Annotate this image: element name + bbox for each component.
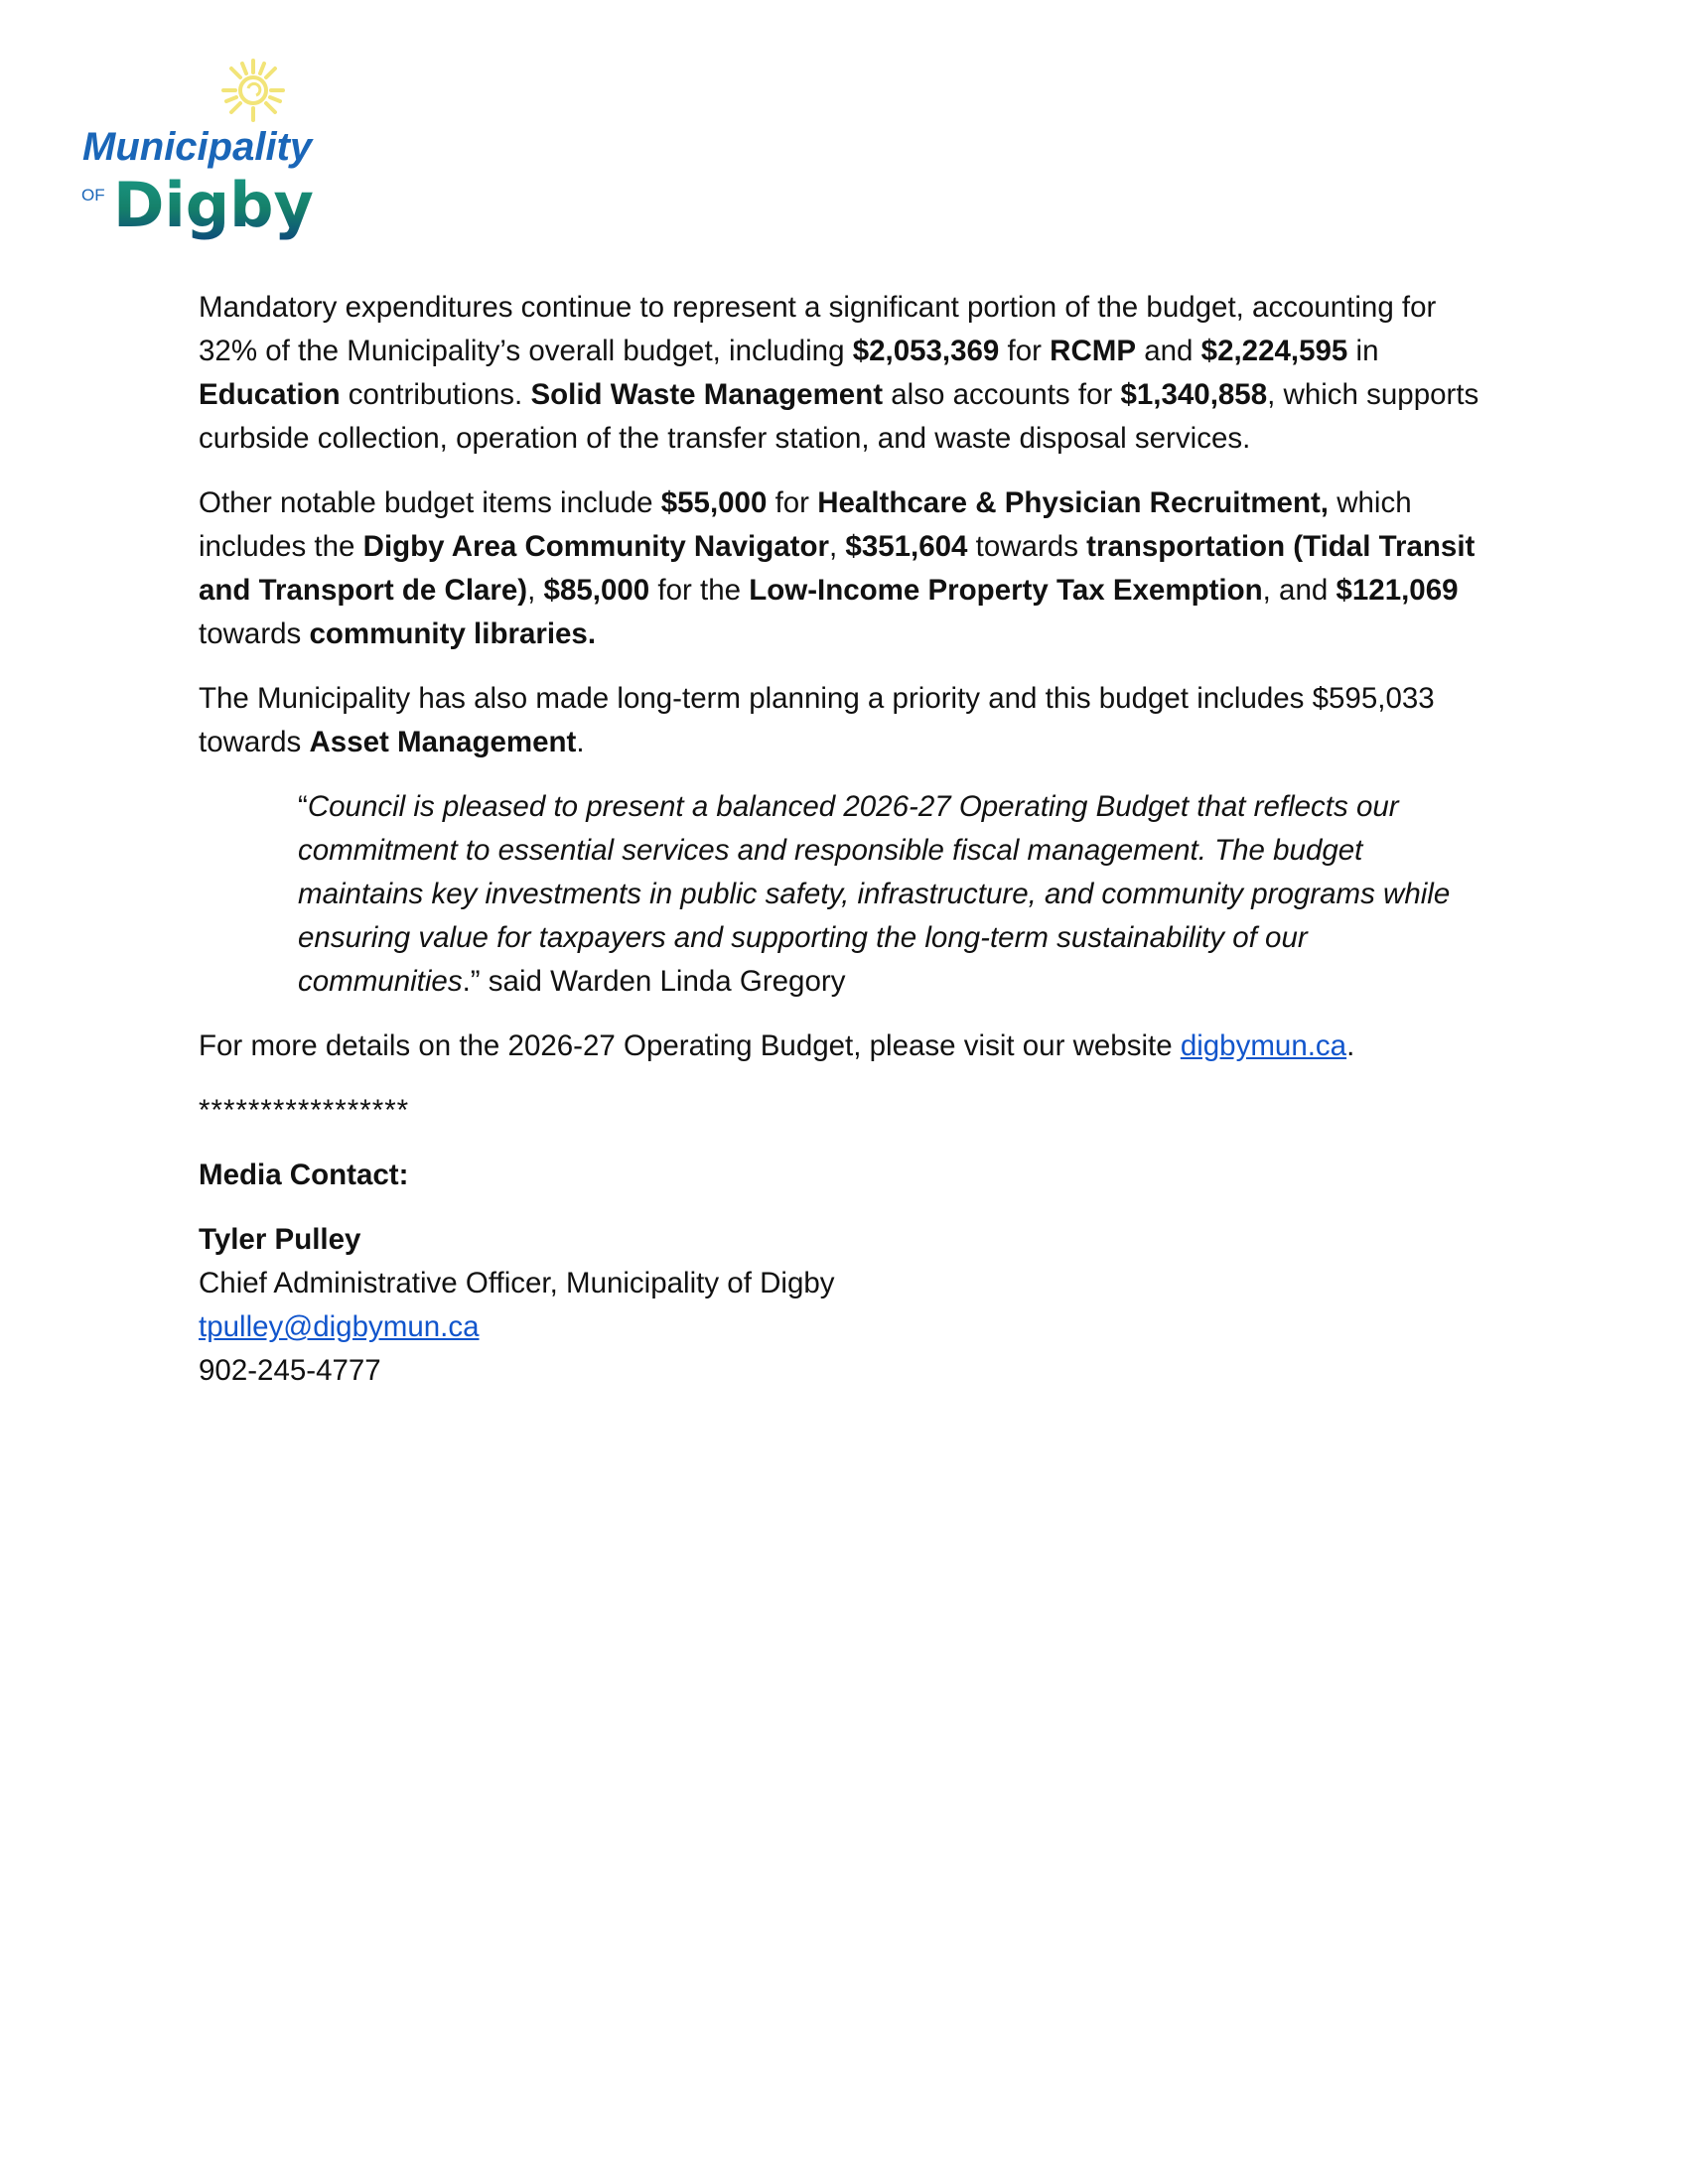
- paragraph-more-details: For more details on the 2026-27 Operating Budget, please visit our website digbymun.ca.: [199, 1029, 1355, 1062]
- contact-name: Tyler Pulley: [199, 1223, 361, 1256]
- paragraph-mandatory-expenditures: Mandatory expenditures continue to represent a significant portion of the budget, accounting for 32% of the Municipality’s overall budget, including $2,053,369 for RCMP and $2,224,595 in Education contributions. Solid Waste Management also accounts for $1,340,858, which supports curbside collection, operation of the transfer station, and waste disposal services.: [199, 291, 1479, 455]
- media-contact: [199, 1154, 1489, 1393]
- municipality-of-digby-logo: [79, 56, 377, 244]
- separator: *****************: [199, 1094, 410, 1127]
- logo-word-digby: Digby: [113, 169, 314, 241]
- website-link[interactable]: digbymun.ca: [1180, 1029, 1347, 1062]
- paragraph-asset-management: The Municipality has also made long-term planning a priority and this budget includes $595,033 towards Asset Management.: [199, 682, 1435, 758]
- media-contact-heading: Media Contact:: [199, 1159, 409, 1191]
- sun-icon: [223, 61, 283, 120]
- contact-title: Chief Administrative Officer, Municipality of Digby: [199, 1267, 835, 1299]
- logo-graphic: [79, 56, 377, 244]
- logo-word-municipality: Municipality: [82, 125, 313, 169]
- paragraph-notable-items: Other notable budget items include $55,000 for Healthcare & Physician Recruitment, which includes the Digby Area Community Navigator, $351,604 towards transportation (Tidal Transit and Transport de Clare), $85,000 for the Low-Income Property Tax Exemption, and $121,069 towards community libraries.: [199, 486, 1476, 650]
- contact-details: [199, 1218, 1489, 1393]
- contact-phone: 902-245-4777: [199, 1354, 381, 1387]
- document-body: [199, 286, 1489, 1393]
- warden-quote: “Council is pleased to present a balanced 2026-27 Operating Budget that reflects our commitment to essential services and responsible fiscal management. The budget maintains key investments in public safety, infrastructure, and community programs while ensuring value for taxpayers and supporting the long-term sustainability of our communities.” said Warden Linda Gregory: [298, 790, 1451, 998]
- logo-word-of: OF: [81, 186, 105, 205]
- contact-email-link[interactable]: tpulley@digbymun.ca: [199, 1310, 480, 1343]
